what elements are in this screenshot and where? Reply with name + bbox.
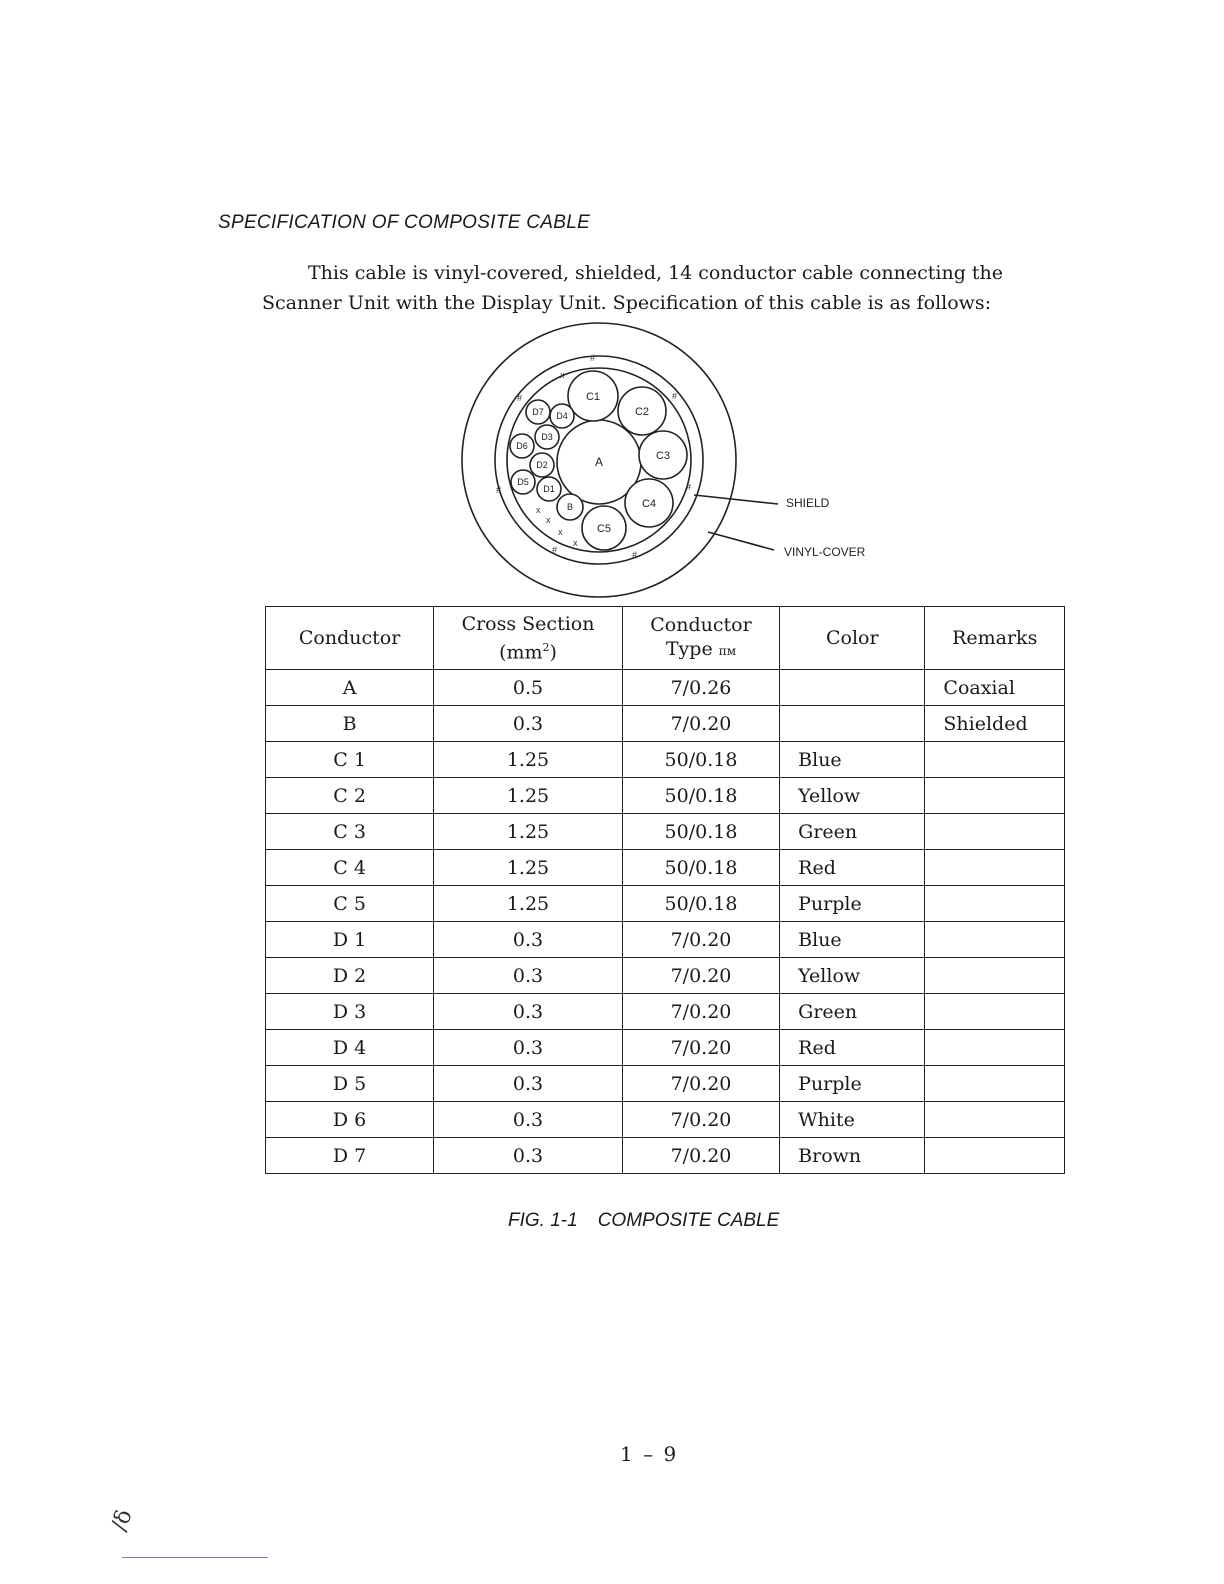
cell-remarks (925, 1066, 1065, 1102)
conductor-c1-label: C1 (585, 390, 601, 403)
cell-remarks (925, 994, 1065, 1030)
cell-conductor: C 3 (266, 814, 434, 850)
cell-remarks (925, 958, 1065, 994)
table-row (266, 706, 1065, 742)
cell-cross-section: 1.25 (434, 814, 623, 850)
conductor-c4-label: C4 (641, 497, 657, 510)
section-heading: SPECIFICATION OF COMPOSITE CABLE (218, 212, 591, 233)
svg-text:x: x (558, 527, 563, 537)
table-row (266, 778, 1065, 814)
header-cross-section-close: ) (549, 641, 557, 664)
cell-conductor-type: 7/0.20 (622, 706, 779, 742)
header-cross-section-sup: 2 (542, 640, 550, 654)
cell-remarks (925, 742, 1065, 778)
cell-conductor: C 1 (266, 742, 434, 778)
svg-text:#: # (672, 391, 678, 401)
cell-cross-section: 1.25 (434, 886, 623, 922)
cell-remarks: Coaxial (925, 670, 1065, 706)
cell-remarks (925, 886, 1065, 922)
cell-conductor-type: 7/0.20 (622, 994, 779, 1030)
shield-label: SHIELD (786, 496, 830, 510)
cell-conductor: A (266, 670, 434, 706)
cell-color: Purple (780, 1066, 925, 1102)
cell-cross-section: 0.3 (434, 958, 623, 994)
cell-conductor: D 5 (266, 1066, 434, 1102)
figure-caption (508, 1210, 779, 1232)
header-cross-section (434, 607, 623, 670)
table-row (266, 958, 1065, 994)
conductor-d1-label: D1 (543, 484, 555, 495)
svg-text:x: x (560, 370, 565, 380)
cell-color (780, 706, 925, 742)
header-conductor-type-label: Type (665, 638, 713, 660)
cell-conductor-type: 50/0.18 (622, 850, 779, 886)
cell-conductor-type: 50/0.18 (622, 778, 779, 814)
svg-text:x: x (546, 515, 551, 525)
cell-color: Yellow (780, 958, 925, 994)
cell-conductor-type: 50/0.18 (622, 886, 779, 922)
cell-cross-section: 0.3 (434, 1138, 623, 1174)
intro-paragraph (262, 258, 1072, 318)
cell-remarks (925, 850, 1065, 886)
cell-color: Green (780, 994, 925, 1030)
svg-text:#: # (496, 485, 502, 495)
cell-remarks (925, 814, 1065, 850)
header-remarks: Remarks (925, 607, 1065, 670)
table-row (266, 1066, 1065, 1102)
cell-conductor-type: 50/0.18 (622, 814, 779, 850)
cell-conductor: C 4 (266, 850, 434, 886)
cell-cross-section: 0.3 (434, 1066, 623, 1102)
conductor-d7-label: D7 (532, 407, 544, 418)
cell-conductor-type: 7/0.20 (622, 922, 779, 958)
table-row (266, 994, 1065, 1030)
svg-text:#: # (686, 482, 692, 492)
cell-cross-section: 0.3 (434, 1030, 623, 1066)
conductor-b-label: B (566, 502, 574, 513)
cell-conductor: D 3 (266, 994, 434, 1030)
cell-color: Yellow (780, 778, 925, 814)
cell-conductor: C 2 (266, 778, 434, 814)
cell-color: Green (780, 814, 925, 850)
cell-conductor: D 2 (266, 958, 434, 994)
figure-title: COMPOSITE CABLE (597, 1210, 780, 1231)
cell-remarks (925, 1030, 1065, 1066)
cell-remarks (925, 922, 1065, 958)
table-row (266, 1102, 1065, 1138)
cell-color: Red (780, 1030, 925, 1066)
table-row (266, 670, 1065, 706)
vinyl-leader-line (708, 532, 774, 550)
table-row (266, 1138, 1065, 1174)
conductor-c2-label: C2 (634, 405, 650, 418)
cell-color: Blue (780, 922, 925, 958)
conductor-spec-table (265, 606, 1065, 1174)
cell-conductor: B (266, 706, 434, 742)
cell-conductor-type: 7/0.20 (622, 1066, 779, 1102)
table-header-row (266, 607, 1065, 670)
cell-conductor: D 4 (266, 1030, 434, 1066)
cell-conductor: D 7 (266, 1138, 434, 1174)
cable-cross-section-diagram (440, 320, 890, 605)
cell-cross-section: 0.3 (434, 1102, 623, 1138)
cell-remarks: Shielded (925, 706, 1065, 742)
cell-color: Red (780, 850, 925, 886)
svg-text:#: # (552, 545, 558, 555)
table-row (266, 1030, 1065, 1066)
cell-remarks (925, 778, 1065, 814)
cell-remarks (925, 1102, 1065, 1138)
page-number: 1 – 9 (620, 1442, 679, 1466)
margin-handwritten-mark: ∕δ (107, 1506, 138, 1535)
cell-color: Purple (780, 886, 925, 922)
table-row (266, 886, 1065, 922)
intro-text: This cable is vinyl-covered, shielded, 14 conductor cable connecting the Scanner Unit with the Display Unit. Specification of this cable is as follows: (262, 262, 1004, 314)
cell-cross-section: 1.25 (434, 742, 623, 778)
cell-cross-section: 1.25 (434, 850, 623, 886)
shield-leader-line (694, 495, 778, 504)
conductor-d6-label: D6 (516, 441, 528, 452)
vinyl-cover-label: VINYL-COVER (784, 545, 866, 559)
cell-color: Brown (780, 1138, 925, 1174)
svg-text:x: x (536, 505, 541, 515)
header-cross-section-title: Cross Section (461, 612, 595, 635)
cell-cross-section: 1.25 (434, 778, 623, 814)
header-conductor-type-title: Conductor (650, 614, 752, 636)
header-cross-section-unit: (mm (499, 641, 543, 664)
cell-cross-section: 0.5 (434, 670, 623, 706)
header-conductor-type-note: пм (718, 644, 737, 658)
header-color: Color (780, 607, 925, 670)
conductor-d5-label: D5 (517, 477, 529, 488)
figure-number: FIG. 1-1 (508, 1210, 578, 1231)
cell-conductor: D 1 (266, 922, 434, 958)
bottom-rule-line (122, 1557, 268, 1558)
conductor-d3-label: D3 (541, 432, 553, 443)
table-row (266, 742, 1065, 778)
cell-color: White (780, 1102, 925, 1138)
cell-conductor: C 5 (266, 886, 434, 922)
conductor-c5-label: C5 (596, 522, 612, 535)
conductor-a-label: A (594, 455, 604, 470)
cell-conductor-type: 7/0.26 (622, 670, 779, 706)
cell-conductor-type: 7/0.20 (622, 1102, 779, 1138)
svg-text:#: # (632, 550, 638, 560)
cell-remarks (925, 1138, 1065, 1174)
cell-cross-section: 0.3 (434, 706, 623, 742)
cell-color: Blue (780, 742, 925, 778)
table-row (266, 850, 1065, 886)
cell-conductor-type: 7/0.20 (622, 958, 779, 994)
header-conductor: Conductor (266, 607, 434, 670)
svg-text:#: # (517, 393, 523, 403)
table-row (266, 814, 1065, 850)
cell-conductor-type: 7/0.20 (622, 1138, 779, 1174)
cell-color (780, 670, 925, 706)
cell-conductor-type: 7/0.20 (622, 1030, 779, 1066)
conductor-c3-label: C3 (655, 449, 671, 462)
cell-conductor: D 6 (266, 1102, 434, 1138)
cell-cross-section: 0.3 (434, 922, 623, 958)
cell-conductor-type: 50/0.18 (622, 742, 779, 778)
table-row (266, 922, 1065, 958)
conductor-d2-label: D2 (536, 460, 548, 471)
svg-text:x: x (573, 538, 578, 548)
svg-text:#: # (590, 353, 596, 363)
conductor-d4-label: D4 (556, 411, 568, 422)
header-conductor-type (622, 607, 779, 670)
cell-cross-section: 0.3 (434, 994, 623, 1030)
